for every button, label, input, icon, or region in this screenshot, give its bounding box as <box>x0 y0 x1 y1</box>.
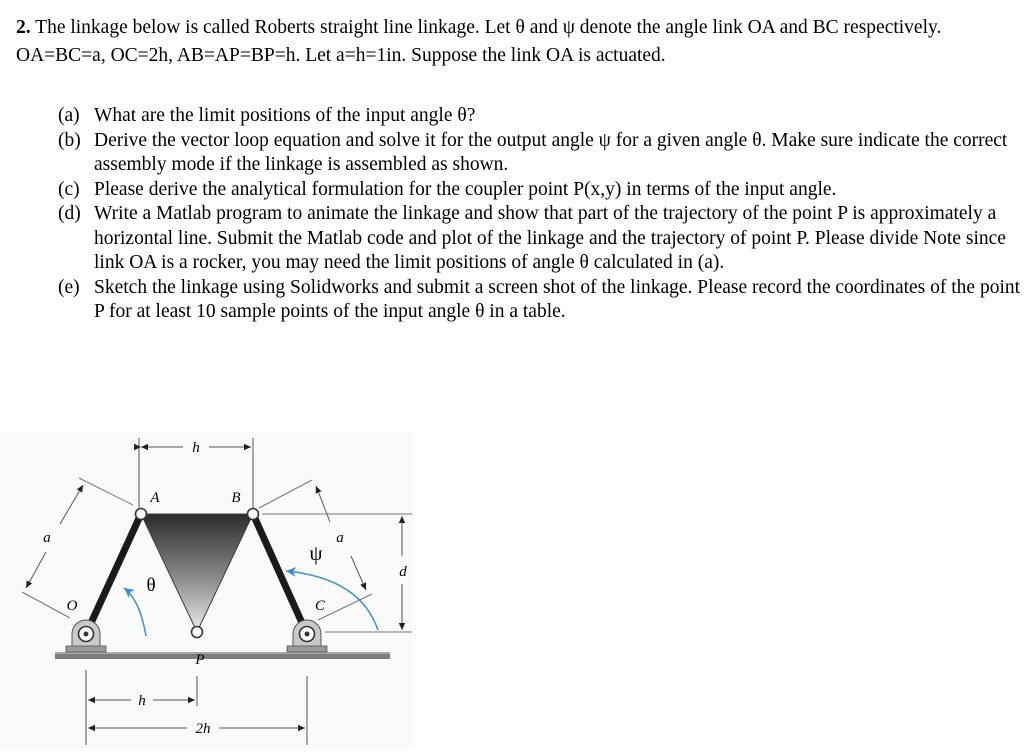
question-label: (a) <box>58 105 80 126</box>
question-label: (e) <box>58 276 80 298</box>
label-a: A <box>150 490 160 506</box>
joint-b <box>248 509 259 520</box>
label-d: d <box>399 564 407 580</box>
question-b <box>58 129 1024 178</box>
label-b: B <box>231 490 241 506</box>
roberts-linkage-figure <box>0 420 430 750</box>
label-o: O <box>66 598 78 614</box>
question-label: (b) <box>58 129 81 151</box>
question-e <box>58 276 1024 325</box>
problem-intro: The linkage below is called Roberts straight line linkage. Let θ and ψ denote the angle link OA and BC respectively. OA=BC=a, OC=2h, AB=AP=BP=h. Let a=h=1in. Suppose the link OA is actuated. <box>16 17 942 66</box>
joint-p <box>192 627 203 638</box>
question-d <box>58 202 1024 276</box>
label-2h: 2h <box>195 721 211 737</box>
question-text: Write a Matlab program to animate the linkage and show that part of the trajectory of the point P is approximately a horizontal line. Submit the Matlab code and plot of the linkage and the trajectory of point P. Please divide Note since link OA is a rocker, you may need the limit positions of angle θ calculated in (a). <box>94 203 1006 273</box>
label-a-right: a <box>336 530 344 546</box>
question-text: Derive the vector loop equation and solve it for the output angle ψ for a given angle θ. Make sure indicate the correct assembly mode if the linkage is assembled as shown. <box>94 129 1008 175</box>
label-c: C <box>314 598 326 614</box>
question-c <box>58 178 1024 203</box>
label-h-top: h <box>192 440 200 456</box>
label-h-bottom: h <box>138 693 146 709</box>
problem-statement <box>16 14 1016 70</box>
label-a-left: a <box>43 530 51 546</box>
label-p: P <box>195 652 205 668</box>
joint-a <box>136 509 147 520</box>
label-theta: θ <box>146 575 156 596</box>
label-psi: ψ <box>309 541 323 565</box>
question-label: (c) <box>58 178 80 200</box>
question-list <box>58 104 1024 325</box>
question-text: Sketch the linkage using Solidworks and submit a screen shot of the linkage. Please record the coordinates of the point P for at least 10 sample points of the input angle θ in a table. <box>94 276 1021 322</box>
problem-number: 2. <box>16 17 31 38</box>
question-label: (d) <box>58 203 81 224</box>
question-text: What are the limit positions of the input angle θ? <box>94 105 476 126</box>
question-a <box>58 104 1024 129</box>
question-text: Please derive the analytical formulation for the coupler point P(x,y) in terms of the input angle. <box>94 178 837 200</box>
